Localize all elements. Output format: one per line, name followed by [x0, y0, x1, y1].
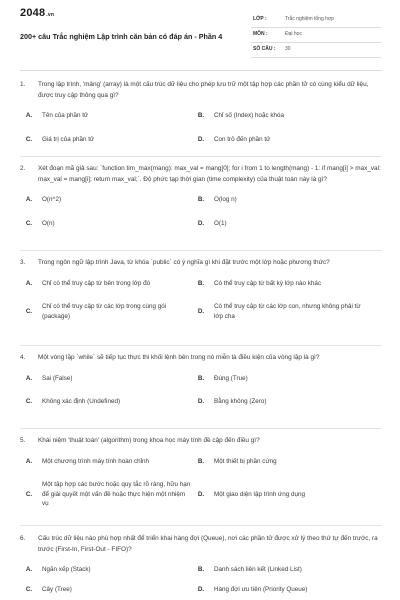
question-number: 4. — [20, 354, 26, 361]
question-number: 3. — [20, 259, 26, 266]
option-b[interactable] — [192, 374, 364, 384]
meta-row-class — [251, 13, 381, 28]
option-text: Danh sách liên kết (Linked List) — [214, 566, 302, 573]
option-text: Chỉ có thể truy cập từ bên trong lớp đó — [42, 279, 151, 287]
question-divider — [20, 428, 382, 429]
question-number: 2. — [20, 165, 26, 172]
option-row — [20, 457, 382, 467]
option-text: Một giao diện lập trình ứng dụng — [214, 490, 306, 498]
answer-options — [20, 195, 382, 228]
option-letter: B. — [197, 374, 205, 382]
header-divider — [20, 70, 382, 71]
option-letter: C. — [25, 398, 33, 405]
option-text: O(n) — [42, 219, 55, 227]
option-row — [20, 195, 382, 205]
question-divider — [20, 156, 382, 157]
option-letter: A. — [25, 112, 33, 119]
logo-domain: .vn — [46, 12, 55, 18]
option-text: Cây (Tree) — [42, 585, 72, 593]
answer-options — [20, 279, 382, 322]
question-1 — [20, 80, 382, 158]
option-letter: A. — [25, 566, 33, 573]
option-text: Chỉ số (Index) hoặc khóa — [214, 112, 285, 119]
answer-options — [20, 374, 382, 407]
option-d[interactable] — [192, 219, 364, 229]
meta-label: MÔN : — [253, 31, 268, 37]
option-a[interactable] — [20, 111, 192, 121]
meta-value: Đại học — [285, 31, 302, 37]
option-letter: C. — [25, 219, 33, 227]
option-letter: C. — [25, 585, 33, 593]
option-letter: B. — [197, 457, 205, 465]
logo-number: 2048 — [20, 7, 46, 19]
option-text: Con trỏ đến phần tử — [214, 135, 271, 143]
option-letter: D. — [197, 219, 205, 227]
option-c[interactable] — [20, 397, 192, 407]
option-text: Hàng đợi ưu tiên (Priority Queue) — [214, 585, 308, 593]
option-text: Một thiết bị phần cứng — [214, 457, 277, 465]
option-letter: A. — [25, 457, 33, 465]
option-letter: D. — [197, 135, 205, 143]
question-4 — [20, 353, 382, 421]
answer-options — [20, 457, 382, 509]
option-b[interactable] — [192, 279, 364, 289]
option-row — [20, 135, 382, 145]
answer-options — [20, 111, 382, 144]
option-letter: D. — [197, 490, 205, 498]
answer-options — [20, 565, 382, 594]
option-text: Một tập hợp các bước hoặc quy tắc rõ ràng, hữu hạn để giải quyết một vấn đề hoặc thực hiện một nhiệm vụ — [42, 481, 191, 507]
question-stem — [20, 80, 382, 101]
question-5 — [20, 436, 382, 523]
question-text: Cấu trúc dữ liệu nào phù hợp nhất để triển khai hàng đợi (Queue), nơi các phần tử được xử lý theo thứ tự đến trước, ra trước (First-In, First-Out - FIFO)? — [38, 535, 378, 553]
option-a[interactable] — [20, 279, 192, 289]
option-text: Không xác định (Undefined) — [42, 398, 121, 405]
meta-row-subject — [251, 28, 381, 43]
option-text: Tên của phần tử — [42, 112, 89, 119]
option-letter: D. — [197, 307, 205, 315]
question-text: Xét đoạn mã giả sau: `function tim_max(mang): max_val = mang[0]; for i from 1 to length(mang) - 1: if mang[i] > max_val: max_val = mang[i]; return max_val;`. Độ phức tạp thời gian (time complexity) của thuật toán này là gì? — [38, 165, 381, 183]
option-letter: D. — [197, 585, 205, 593]
option-letter: B. — [197, 279, 205, 287]
option-letter: A. — [25, 279, 33, 287]
option-c[interactable] — [20, 585, 192, 595]
option-text: O(1) — [214, 219, 227, 227]
meta-label: LỚP : — [253, 16, 267, 22]
option-row — [20, 397, 382, 407]
option-letter: B. — [197, 112, 205, 119]
question-number: 1. — [20, 81, 26, 88]
meta-label: SỐ CÂU : — [253, 46, 276, 52]
option-c[interactable] — [20, 302, 192, 321]
meta-value: 30 — [285, 46, 291, 52]
option-b[interactable] — [192, 195, 364, 205]
option-letter: A. — [25, 196, 33, 203]
option-text: Giá trị của phần tử — [42, 135, 95, 143]
option-b[interactable] — [192, 457, 364, 467]
option-letter: D. — [197, 398, 205, 405]
option-row — [20, 219, 382, 229]
option-letter: B. — [197, 196, 205, 203]
option-letter: C. — [25, 135, 33, 143]
question-6 — [20, 534, 382, 594]
question-stem — [20, 353, 382, 364]
option-row — [20, 302, 382, 321]
option-text: Chỉ có thể truy cập từ các lớp trong cùng gói (package) — [42, 303, 167, 320]
question-2 — [20, 164, 382, 242]
option-letter: A. — [25, 374, 33, 382]
meta-row-count — [251, 43, 381, 58]
option-row — [20, 480, 382, 509]
option-a[interactable] — [20, 374, 192, 384]
option-letter: C. — [25, 307, 33, 315]
option-text: Sai (False) — [42, 374, 73, 382]
question-3 — [20, 258, 382, 335]
option-text: Đúng (True) — [214, 374, 248, 382]
option-text: O(log n) — [214, 196, 237, 203]
question-number: 6. — [20, 535, 26, 542]
question-stem — [20, 258, 382, 269]
option-d[interactable] — [192, 302, 364, 321]
option-c[interactable] — [20, 135, 192, 145]
option-a[interactable] — [20, 457, 192, 467]
question-text: Trong ngôn ngữ lập trình Java, từ khóa `public` có ý nghĩa gì khi đặt trước một lớp hoặc phương thức? — [38, 259, 330, 266]
option-letter: B. — [197, 566, 205, 573]
option-d[interactable] — [192, 397, 364, 407]
option-b[interactable] — [192, 111, 364, 121]
option-text: Ngăn xếp (Stack) — [42, 566, 91, 573]
question-divider — [20, 525, 382, 526]
question-stem — [20, 534, 382, 555]
option-text: Có thể truy cập từ bất kỳ lớp nào khác — [214, 279, 322, 287]
question-divider — [20, 250, 382, 251]
option-c[interactable] — [20, 219, 192, 229]
option-row — [20, 374, 382, 384]
option-row — [20, 565, 382, 575]
question-text: Trong lập trình, 'mảng' (array) là một cấu trúc dữ liệu cho phép lưu trữ một tập hợp các phần tử có cùng kiểu dữ liệu, được truy cập thông qua gì? — [38, 81, 369, 99]
option-c[interactable] — [20, 480, 192, 509]
option-text: Bằng không (Zero) — [214, 398, 267, 405]
option-d[interactable] — [192, 490, 364, 500]
meta-value: Trắc nghiệm tổng hợp — [285, 16, 334, 22]
question-number: 5. — [20, 437, 26, 444]
question-divider — [20, 345, 382, 346]
option-b[interactable] — [192, 565, 364, 575]
question-stem — [20, 164, 382, 185]
option-row — [20, 585, 382, 595]
question-text: Khái niệm 'thuật toán' (algorithm) trong khoa học máy tính đề cập đến điều gì? — [38, 437, 260, 444]
option-a[interactable] — [20, 195, 192, 205]
document-title: 200+ câu Trắc nghiệm Lập trình căn bản có đáp án - Phần 4 — [20, 32, 223, 41]
option-row — [20, 111, 382, 121]
option-letter: C. — [25, 490, 33, 498]
option-d[interactable] — [192, 585, 364, 595]
option-text: O(n^2) — [42, 196, 62, 203]
option-a[interactable] — [20, 565, 192, 575]
site-logo[interactable] — [20, 7, 54, 19]
question-stem — [20, 436, 382, 447]
question-text: Một vòng lặp `while` sẽ tiếp tục thực thi khối lệnh bên trong nó miễn là điều kiện của vòng lặp là gì? — [38, 354, 320, 361]
document-meta — [251, 13, 381, 58]
option-text: Một chương trình máy tính hoàn chỉnh — [42, 457, 150, 465]
option-row — [20, 279, 382, 289]
option-text: Có thể truy cập từ các lớp con, nhưng không phải từ lớp cha — [214, 303, 361, 320]
option-d[interactable] — [192, 135, 364, 145]
